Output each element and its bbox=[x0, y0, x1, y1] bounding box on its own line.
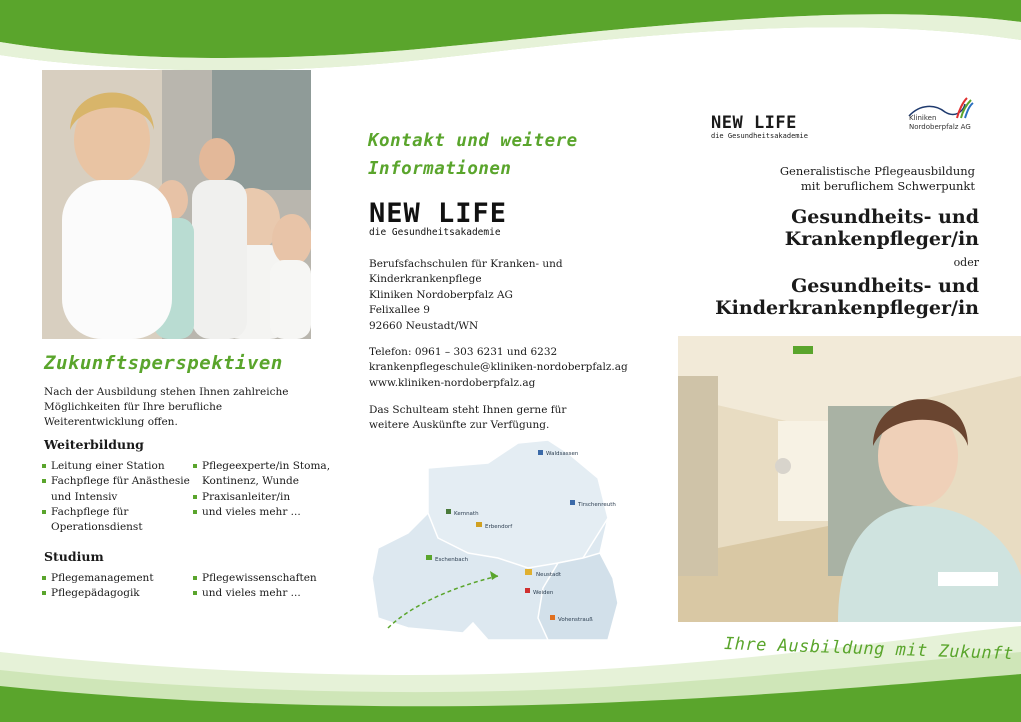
address-block bbox=[369, 288, 513, 334]
logo-subtitle: die Gesundheitsakademie bbox=[711, 132, 808, 140]
svg-text:Erbendorf: Erbendorf bbox=[485, 524, 513, 530]
nursing-team-photo bbox=[42, 70, 311, 339]
weiterbildung-list-2 bbox=[193, 459, 333, 520]
svg-text:Tirschenreuth: Tirschenreuth bbox=[578, 502, 616, 508]
svg-text:Kemnath: Kemnath bbox=[454, 511, 479, 517]
weiterbildung-heading: Weiterbildung bbox=[44, 437, 144, 452]
logo-name: NEW LIFE bbox=[369, 198, 508, 229]
kliniken-line2: Nordoberpfalz AG bbox=[909, 123, 971, 131]
logo-subtitle: die Gesundheitsakademie bbox=[369, 227, 501, 238]
website-link[interactable]: www.kliniken-nordoberpfalz.ag bbox=[369, 376, 536, 389]
svg-text:Waldsassen: Waldsassen bbox=[546, 451, 579, 457]
title-line: Krankenpfleger/in bbox=[784, 228, 979, 250]
svg-text:Neustadt: Neustadt bbox=[536, 572, 562, 578]
title-line: Kinderkrankenpfleger/in bbox=[715, 297, 979, 319]
title-line: Gesundheits- und bbox=[791, 206, 979, 228]
slogan-text: Ihre Ausbildung mit Zukunft bbox=[723, 634, 1015, 665]
subtitle-line: mit beruflichem Schwerpunkt bbox=[800, 179, 975, 193]
address-line: Felixallee 9 bbox=[369, 304, 430, 317]
new-life-logo bbox=[369, 198, 507, 238]
list-item: Praxisanleiter/in bbox=[193, 490, 333, 505]
list-item: und vieles mehr ... bbox=[193, 586, 333, 601]
kontakt-heading: Kontakt und weitere Informationen bbox=[368, 131, 578, 179]
svg-text:Eschenbach: Eschenbach bbox=[435, 557, 469, 563]
weiterbildung-list-1 bbox=[42, 459, 192, 535]
logo-name: NEW LIFE bbox=[711, 113, 797, 133]
svg-text:Vohenstrauß: Vohenstrauß bbox=[558, 617, 593, 623]
studium-list-1 bbox=[42, 571, 192, 602]
list-item: Pflegewissenschaften bbox=[193, 571, 333, 586]
new-life-logo-small bbox=[711, 113, 808, 140]
list-item: Fachpflege für Operationsdienst bbox=[42, 505, 192, 536]
oder-text: oder bbox=[953, 256, 979, 269]
address-line: 92660 Neustadt/WN bbox=[369, 319, 479, 332]
subtitle-block bbox=[675, 164, 975, 194]
zukunft-heading: Zukunftsperspektiven bbox=[44, 352, 283, 374]
email-link[interactable]: krankenpflegeschule@kliniken-nordoberpfalz.ag bbox=[369, 361, 628, 374]
list-item: Pflegepädagogik bbox=[42, 586, 192, 601]
region-map bbox=[368, 428, 648, 640]
team-line: weitere Auskünfte zur Verfügung. bbox=[369, 419, 550, 432]
subtitle-line: Generalistische Pflegeausbildung bbox=[779, 164, 975, 178]
title-line: Gesundheits- und bbox=[791, 275, 979, 297]
kliniken-line1: Kliniken bbox=[909, 114, 937, 122]
phone-text: Telefon: 0961 – 303 6231 und 6232 bbox=[369, 346, 558, 358]
kliniken-nordoberpfalz-logo bbox=[905, 96, 985, 136]
zukunft-intro: Nach der Ausbildung stehen Ihnen zahlreiche Möglichkeiten für Ihre berufliche Weiterentwicklung offen. bbox=[44, 386, 289, 428]
left-panel bbox=[0, 0, 340, 722]
nurse-hallway-photo bbox=[678, 336, 1021, 622]
list-item: Pflegemanagement bbox=[42, 571, 192, 586]
contact-block bbox=[369, 345, 628, 391]
team-line: Das Schulteam steht Ihnen gerne für bbox=[369, 404, 567, 416]
studium-heading: Studium bbox=[44, 549, 104, 564]
list-item: Pflegeexperte/in Stoma, Kontinenz, Wunde bbox=[193, 459, 333, 490]
title-krankenpfleger bbox=[659, 206, 979, 250]
address-line: Kliniken Nordoberpfalz AG bbox=[369, 289, 513, 301]
list-item: Fachpflege für Anästhesie und Intensiv bbox=[42, 474, 192, 505]
list-item: und vieles mehr ... bbox=[193, 505, 333, 520]
list-item: Leitung einer Station bbox=[42, 459, 192, 474]
svg-text:Weiden: Weiden bbox=[533, 590, 554, 596]
schools-text: Berufsfachschulen für Kranken- und Kinderkrankenpflege bbox=[369, 258, 563, 286]
studium-list-2 bbox=[193, 571, 333, 602]
title-kinderkrankenpfleger bbox=[659, 275, 979, 319]
